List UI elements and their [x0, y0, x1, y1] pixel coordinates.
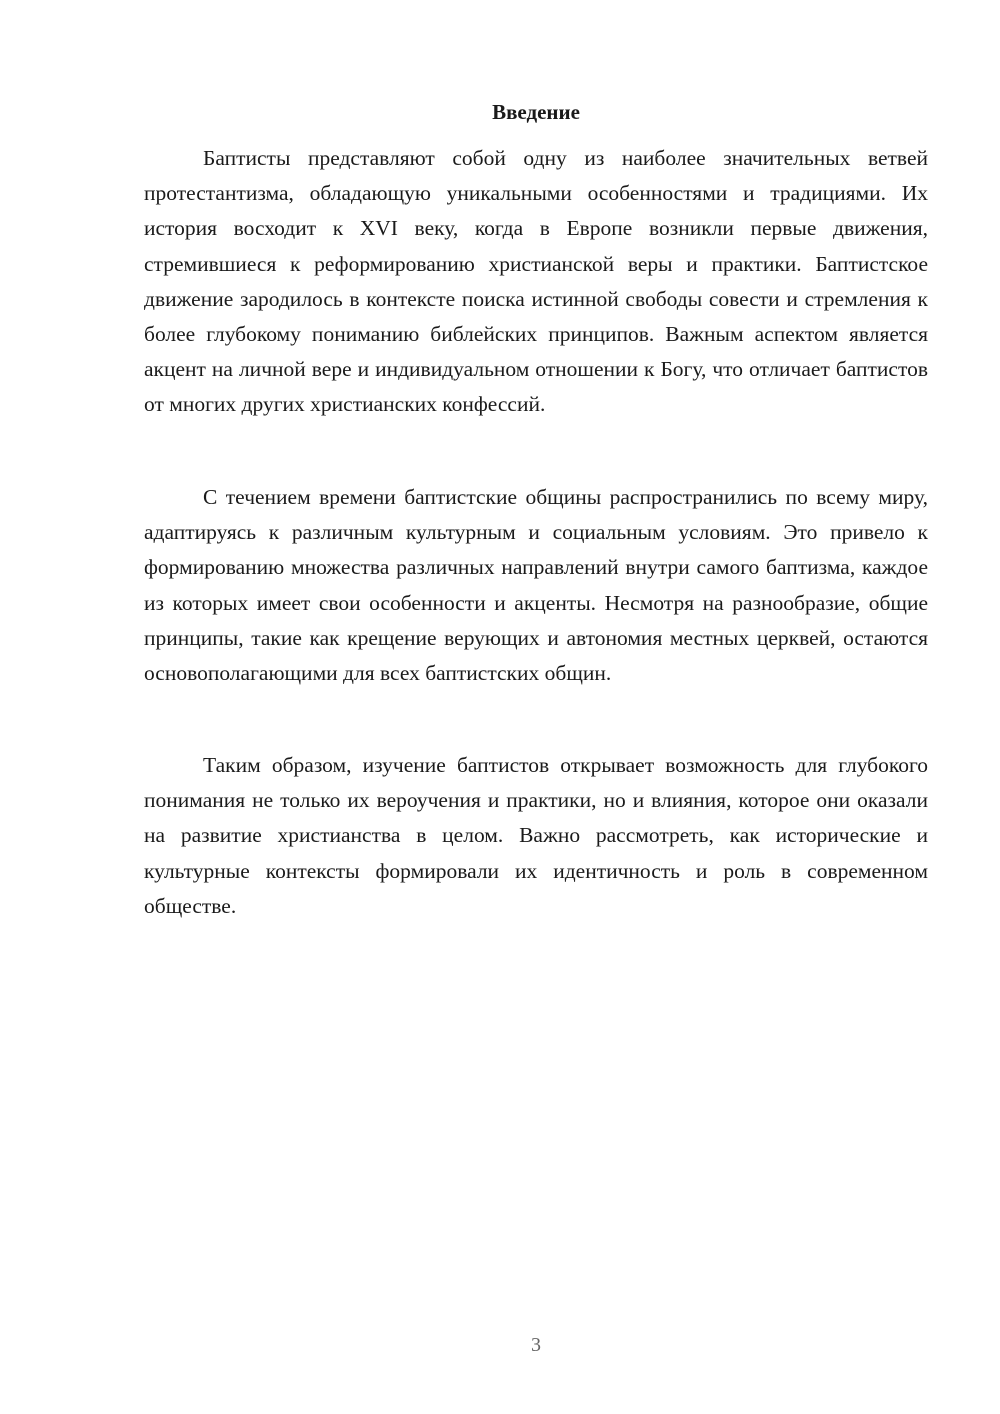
- paragraph-3: Таким образом, изучение баптистов открывает возможность для глубокого понимания не только их вероучения и практики, но и влияния, которое они оказали на развитие христианства в целом. Важно рассмотреть, как исторические и культурные контексты формировали их идентичность и роль в современном обществе.: [144, 753, 928, 918]
- page-number: 3: [531, 1334, 541, 1356]
- paragraph-2: С течением времени баптистские общины распространились по всему миру, адаптируясь к различным культурным и социальным условиям. Это привело к формированию множества различных направлений внутри самого баптизма, каждое из которых имеет свои особенности и акценты. Несмотря на разнообразие, общие принципы, такие как крещение верующих и автономия местных церквей, остаются основополагающими для всех баптистских общин.: [144, 485, 928, 686]
- paragraph-1: Баптисты представляют собой одну из наиболее значительных ветвей протестантизма, обладающую уникальными особенностями и традициями. Их история восходит к XVI веку, когда в Европе возникли первые движения, стремившиеся к реформированию христианской веры и практики. Баптистское движение зародилось в контексте поиска истинной свободы совести и стремления к более глубокому пониманию библейских принципов. Важным аспектом является акцент на личной вере и индивидуальном отношении к Богу, что отличает баптистов от многих других христианских конфессий.: [144, 146, 928, 417]
- section-heading: Введение: [492, 100, 580, 124]
